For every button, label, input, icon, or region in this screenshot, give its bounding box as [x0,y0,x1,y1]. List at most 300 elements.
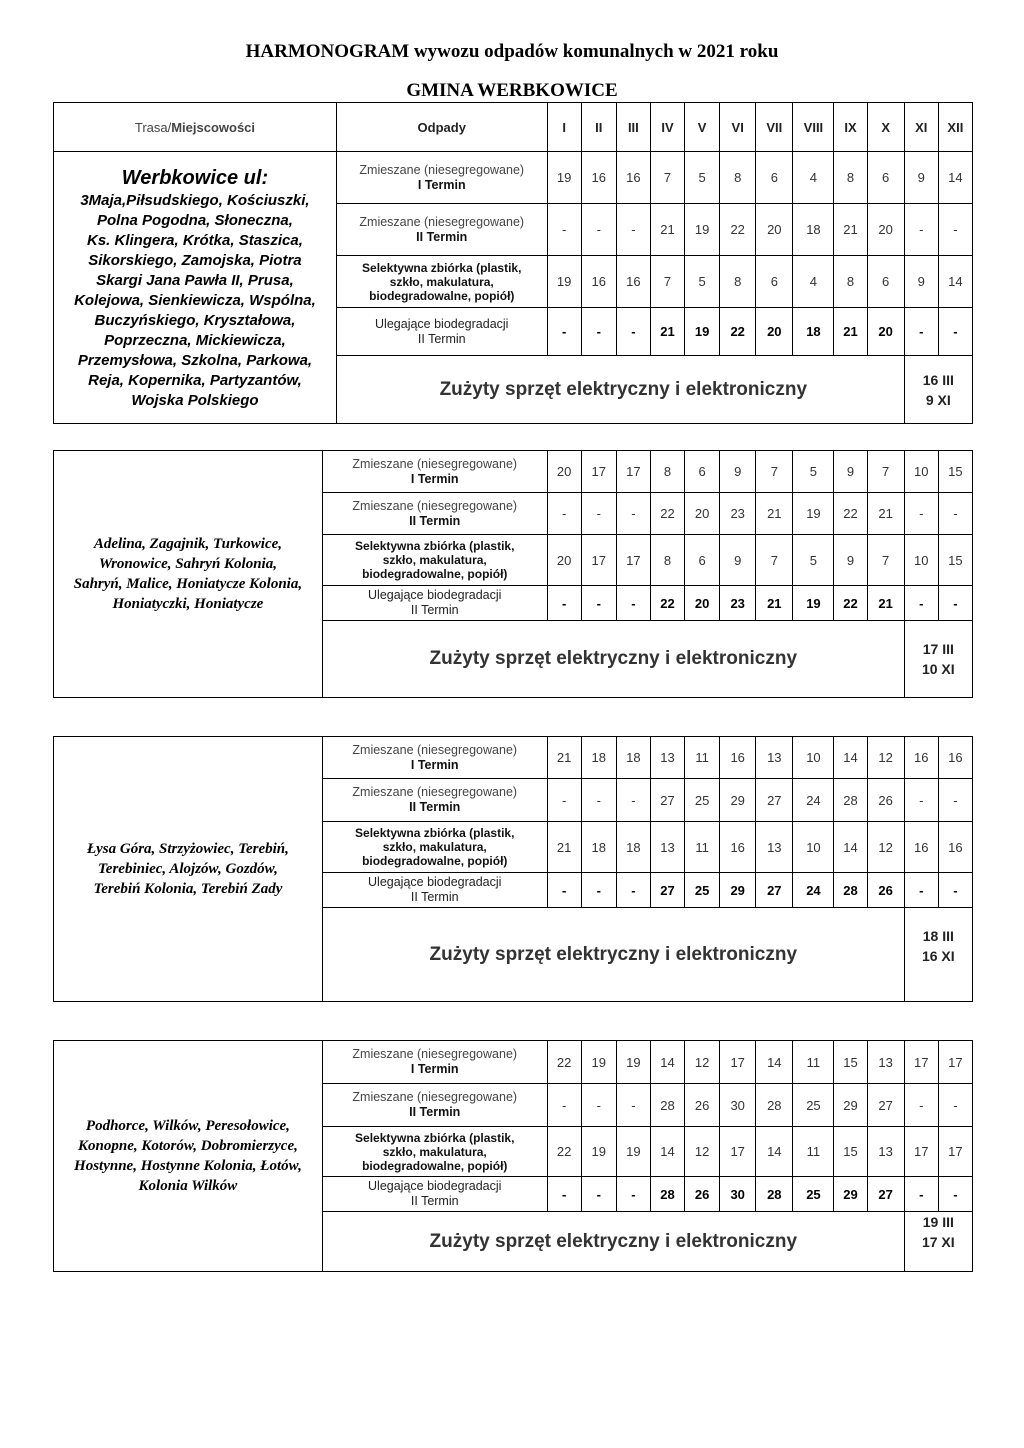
day-cell: 17 [938,1127,972,1177]
day-cell: - [547,308,581,356]
day-cell: 28 [834,779,867,822]
day-cell: - [616,1177,650,1212]
electronics-label: Zużyty sprzęt elektryczny i elektroniczny [322,621,904,698]
day-cell: - [938,1177,972,1212]
day-cell: 20 [867,204,904,256]
day-cell: 9 [720,535,756,586]
day-cell: - [547,1084,581,1127]
waste-label: Selektywna zbiórka (plastik, [362,260,522,275]
term-label: I Termin [410,1062,459,1076]
table-row [54,737,973,779]
electronics-dates [904,1212,972,1272]
locations-cell [54,1041,323,1272]
day-cell: 20 [756,204,793,256]
day-cell: 27 [756,873,793,908]
location-line: Kolejowa, Sienkiewicza, Wspólna, [74,291,316,309]
day-cell: 9 [834,451,867,493]
day-cell: 17 [904,1041,938,1084]
day-cell: 12 [685,1127,720,1177]
day-cell: 19 [547,152,581,204]
location-line: Przemysłowa, Szkolna, Parkowa, [77,351,313,369]
day-cell: 8 [834,152,867,204]
waste-bio-term2 [322,586,547,621]
locations-cell [54,451,323,698]
day-cell: 21 [867,493,904,535]
day-cell: 8 [650,535,684,586]
day-cell: - [581,873,616,908]
location-line: Poprzeczna, Mickiewicza, [104,331,286,349]
day-cell: 7 [756,451,793,493]
day-cell: 15 [834,1127,867,1177]
electronics-label: Zużyty sprzęt elektryczny i elektroniczny [336,356,904,424]
day-cell: 14 [834,822,867,873]
waste-label: biodegradowalne, popiół) [369,288,515,303]
waste-label: Zmieszane (niesegregowane) [352,742,518,757]
electronics-dates [904,621,972,698]
waste-label: biodegradowalne, popiół) [362,854,508,868]
locations-cell [54,152,337,424]
table-row [54,152,973,204]
day-cell: 23 [720,493,756,535]
waste-label: Selektywna zbiórka (plastik, [355,539,515,553]
day-cell: 8 [834,256,867,308]
day-cell: 6 [685,535,720,586]
location-line: Konopne, Kotorów, Dobromierzyce, [78,1138,298,1154]
location-line: Sikorskiego, Zamojska, Piotra [88,251,302,269]
location-line: Terebiń Kolonia, Terebiń Zady [93,881,283,897]
location-line: Terebiniec, Alojzów, Gozdów, [98,861,278,877]
day-cell: 4 [793,152,834,204]
day-cell: 28 [756,1177,793,1212]
day-cell: 20 [547,535,581,586]
day-cell: 6 [867,256,904,308]
day-cell: - [904,1084,938,1127]
day-cell: 19 [685,308,720,356]
day-cell: 7 [867,451,904,493]
waste-label: szkło, makulatura, [382,840,487,854]
day-cell: - [938,586,972,621]
day-cell: 18 [581,737,616,779]
electronics-dates [904,356,972,424]
day-cell: 28 [650,1084,684,1127]
waste-label: Zmieszane (niesegregowane) [359,214,525,229]
day-cell: 5 [793,451,834,493]
location-line: Buczyńskiego, Kryształowa, [94,311,296,329]
waste-label: biodegradowalne, popiół) [362,1158,508,1173]
day-cell: 18 [581,822,616,873]
location-line: Adelina, Zagajnik, Turkowice, [93,536,283,552]
day-cell: 9 [904,152,938,204]
day-cell: 26 [867,873,904,908]
waste-bio-term2 [336,308,547,356]
day-cell: 17 [616,451,650,493]
month-header: III [616,103,650,152]
day-cell: - [616,204,650,256]
day-cell: 21 [834,308,867,356]
day-cell: 19 [547,256,581,308]
day-cell: - [938,779,972,822]
day-cell: 22 [834,493,867,535]
day-cell: 16 [938,737,972,779]
waste-mixed-term2 [322,779,547,822]
day-cell: 28 [650,1177,684,1212]
electronics-date: 19 III [922,1214,954,1230]
month-header: XII [938,103,972,152]
day-cell: 13 [650,822,684,873]
day-cell: 29 [720,873,756,908]
day-cell: - [581,204,616,256]
waste-label: Ulegające biodegradacji [368,1179,502,1193]
month-header: I [547,103,581,152]
day-cell: 6 [867,152,904,204]
waste-label: szkło, makulatura, [382,553,487,567]
day-cell: 26 [685,1084,720,1127]
schedule-table-1 [53,102,973,424]
day-cell: 22 [834,586,867,621]
day-cell: 7 [867,535,904,586]
document-subtitle: GMINA WERBKOWICE [406,80,618,101]
term-label: II Termin [410,1194,459,1208]
day-cell: 8 [720,256,756,308]
day-cell: 20 [867,308,904,356]
day-cell: 17 [616,535,650,586]
day-cell: 22 [720,204,756,256]
electronics-date: 17 III [922,641,954,657]
day-cell: 21 [867,586,904,621]
electronics-date: 18 III [922,928,954,944]
day-cell: 7 [756,535,793,586]
day-cell: 9 [834,535,867,586]
day-cell: 27 [756,779,793,822]
day-cell: 19 [793,493,834,535]
day-cell: - [616,1084,650,1127]
day-cell: - [904,308,938,356]
day-cell: 29 [834,1177,867,1212]
electronics-dates [904,908,972,1002]
waste-label: biodegradowalne, popiół) [362,567,508,581]
day-cell: 19 [581,1041,616,1084]
locations-label: Miejscowości [171,119,256,135]
waste-mixed-term1 [322,451,547,493]
month-header: IX [834,103,867,152]
location-line: Kolonia Wilków [138,1178,238,1194]
day-cell: 28 [834,873,867,908]
waste-label: Zmieszane (niesegregowane) [352,1047,518,1061]
day-cell: - [904,1177,938,1212]
day-cell: 10 [793,822,834,873]
day-cell: 17 [581,451,616,493]
waste-selective [336,256,547,308]
day-cell: 30 [720,1084,756,1127]
day-cell: 18 [793,308,834,356]
term-label: II Termin [416,229,468,244]
day-cell: 6 [756,152,793,204]
month-header: V [685,103,720,152]
day-cell: 14 [756,1041,793,1084]
term-label: II Termin [410,603,459,617]
waste-mixed-term2 [336,204,547,256]
day-cell: 27 [650,779,684,822]
day-cell: - [616,586,650,621]
day-cell: 27 [867,1084,904,1127]
day-cell: 4 [793,256,834,308]
day-cell: 19 [793,586,834,621]
day-cell: 16 [720,822,756,873]
day-cell: 21 [547,822,581,873]
location-line: Ks. Klingera, Krótka, Staszica, [86,231,303,249]
day-cell: 11 [685,737,720,779]
day-cell: 13 [650,737,684,779]
day-cell: - [904,586,938,621]
locations-heading: Werbkowice ul: [121,166,269,189]
month-header: II [581,103,616,152]
waste-label: szkło, makulatura, [382,1144,487,1159]
day-cell: 15 [938,535,972,586]
day-cell: 17 [720,1127,756,1177]
day-cell: 17 [904,1127,938,1177]
location-line: Wronowice, Sahryń Kolonia, [98,556,277,572]
term-label: II Termin [417,331,466,346]
day-cell: - [616,308,650,356]
schedule-table-2 [53,450,973,698]
location-line: Wojska Polskiego [131,391,259,409]
electronics-date: 16 XI [921,948,955,964]
term-label: I Termin [410,757,459,772]
day-cell: 11 [793,1041,834,1084]
location-line: Reja, Kopernika, Partyzantów, [88,371,302,389]
day-cell: 25 [685,779,720,822]
day-cell: 25 [793,1177,834,1212]
day-cell: 13 [867,1127,904,1177]
day-cell: 19 [616,1127,650,1177]
day-cell: - [938,1084,972,1127]
day-cell: - [581,493,616,535]
day-cell: 18 [616,822,650,873]
location-line: Podhorce, Wilków, Peresołowice, [85,1118,290,1134]
term-label: II Termin [409,1105,461,1119]
waste-selective [322,535,547,586]
day-cell: 9 [720,451,756,493]
day-cell: - [547,204,581,256]
day-cell: 14 [650,1041,684,1084]
electronics-label: Zużyty sprzęt elektryczny i elektroniczny [322,908,904,1002]
waste-mixed-term1 [336,152,547,204]
waste-label: Selektywna zbiórka (plastik, [355,826,515,840]
route-header [54,103,337,152]
day-cell: 9 [904,256,938,308]
day-cell: 21 [650,204,684,256]
waste-bio-term2 [322,1177,547,1212]
day-cell: 21 [756,493,793,535]
day-cell: 22 [720,308,756,356]
day-cell: 13 [867,1041,904,1084]
day-cell: 10 [793,737,834,779]
day-cell: 21 [547,737,581,779]
day-cell: 24 [793,873,834,908]
day-cell: 22 [547,1041,581,1084]
waste-label: szkło, makulatura, [389,274,494,289]
day-cell: - [938,493,972,535]
day-cell: 7 [650,152,684,204]
day-cell: 6 [756,256,793,308]
waste-label: Zmieszane (niesegregowane) [352,1090,518,1104]
location-line: Polna Pogodna, Słoneczna, [97,211,293,229]
waste-label: Ulegające biodegradacji [375,316,509,331]
day-cell: 18 [793,204,834,256]
waste-mixed-term1 [322,1041,547,1084]
day-cell: 14 [938,152,972,204]
day-cell: 29 [720,779,756,822]
waste-bio-term2 [322,873,547,908]
day-cell: 16 [616,152,650,204]
day-cell: 11 [685,822,720,873]
day-cell: - [904,873,938,908]
day-cell: 12 [867,822,904,873]
day-cell: 16 [616,256,650,308]
day-cell: - [581,308,616,356]
waste-selective [322,822,547,873]
day-cell: 22 [650,493,684,535]
waste-mixed-term2 [322,493,547,535]
day-cell: 14 [650,1127,684,1177]
day-cell: 8 [720,152,756,204]
day-cell: 17 [581,535,616,586]
waste-label: Zmieszane (niesegregowane) [359,162,525,177]
term-label: II Termin [409,513,461,528]
day-cell: 30 [720,1177,756,1212]
day-cell: 10 [904,535,938,586]
waste-header: Odpady [336,103,547,152]
day-cell: 12 [685,1041,720,1084]
day-cell: 16 [581,256,616,308]
day-cell: 13 [756,822,793,873]
day-cell: - [547,586,581,621]
day-cell: - [904,493,938,535]
day-cell: 22 [650,586,684,621]
electronics-date: 10 XI [921,661,955,677]
day-cell: 18 [616,737,650,779]
waste-label: Selektywna zbiórka (plastik, [355,1130,515,1145]
day-cell: 25 [685,873,720,908]
day-cell: - [547,1177,581,1212]
day-cell: 25 [793,1084,834,1127]
waste-label: Zmieszane (niesegregowane) [352,498,518,513]
day-cell: 6 [685,451,720,493]
day-cell: 5 [793,535,834,586]
day-cell: 19 [685,204,720,256]
day-cell: 19 [616,1041,650,1084]
month-header: IV [650,103,684,152]
day-cell: 10 [904,451,938,493]
day-cell: 13 [756,737,793,779]
route-label: Trasa/ [134,119,172,135]
day-cell: 20 [547,451,581,493]
day-cell: - [581,779,616,822]
day-cell: 20 [685,493,720,535]
location-line: 3Maja,Piłsudskiego, Kościuszki, [80,191,310,209]
location-line: Hostynne, Hostynne Kolonia, Łotów, [74,1158,302,1174]
document-title: HARMONOGRAM wywozu odpadów komunalnych w 2021 roku [245,41,779,62]
day-cell: - [938,873,972,908]
waste-label: Ulegające biodegradacji [368,875,502,889]
day-cell: 16 [904,822,938,873]
day-cell: - [547,779,581,822]
locations-cell [54,737,323,1002]
day-cell: 15 [834,1041,867,1084]
electronics-date: 9 XI [925,391,951,408]
table-row [54,451,973,493]
schedule-table-4 [53,1040,973,1272]
day-cell: 17 [938,1041,972,1084]
day-cell: 27 [650,873,684,908]
day-cell: 24 [793,779,834,822]
waste-label: Zmieszane (niesegregowane) [352,785,518,799]
waste-selective [322,1127,547,1177]
day-cell: 23 [720,586,756,621]
day-cell: - [547,493,581,535]
day-cell: 16 [581,152,616,204]
day-cell: 14 [938,256,972,308]
day-cell: 21 [756,586,793,621]
waste-mixed-term2 [322,1084,547,1127]
waste-mixed-term1 [322,737,547,779]
day-cell: - [581,1084,616,1127]
day-cell: - [547,873,581,908]
day-cell: 17 [720,1041,756,1084]
month-header: VI [720,103,756,152]
month-header: VIII [793,103,834,152]
day-cell: - [904,204,938,256]
location-line: Łysa Góra, Strzyżowiec, Terebiń, [86,841,289,857]
day-cell: 7 [650,256,684,308]
day-cell: 21 [650,308,684,356]
location-line: Sahryń, Malice, Honiatycze Kolonia, [73,576,303,592]
day-cell: 16 [904,737,938,779]
waste-label: Ulegające biodegradacji [368,588,502,602]
month-header: XI [904,103,938,152]
day-cell: 20 [756,308,793,356]
header-row [54,103,973,152]
day-cell: - [616,493,650,535]
day-cell: - [581,586,616,621]
electronics-date: 16 III [922,371,954,388]
day-cell: 16 [720,737,756,779]
month-header: X [867,103,904,152]
day-cell: - [938,204,972,256]
day-cell: - [904,779,938,822]
day-cell: 20 [685,586,720,621]
day-cell: 15 [938,451,972,493]
day-cell: - [616,779,650,822]
day-cell: 8 [650,451,684,493]
day-cell: 19 [581,1127,616,1177]
day-cell: - [581,1177,616,1212]
term-label: I Termin [417,177,466,192]
day-cell: 11 [793,1127,834,1177]
electronics-label: Zużyty sprzęt elektryczny i elektroniczny [322,1212,904,1272]
day-cell: 14 [756,1127,793,1177]
term-label: II Termin [409,800,461,814]
day-cell: 26 [685,1177,720,1212]
term-label: I Termin [410,471,459,486]
day-cell: 16 [938,822,972,873]
day-cell: 21 [834,204,867,256]
table-row [54,1041,973,1084]
waste-label: Zmieszane (niesegregowane) [352,456,518,471]
schedule-table-3 [53,736,973,1002]
day-cell: 26 [867,779,904,822]
term-label: II Termin [410,890,459,904]
